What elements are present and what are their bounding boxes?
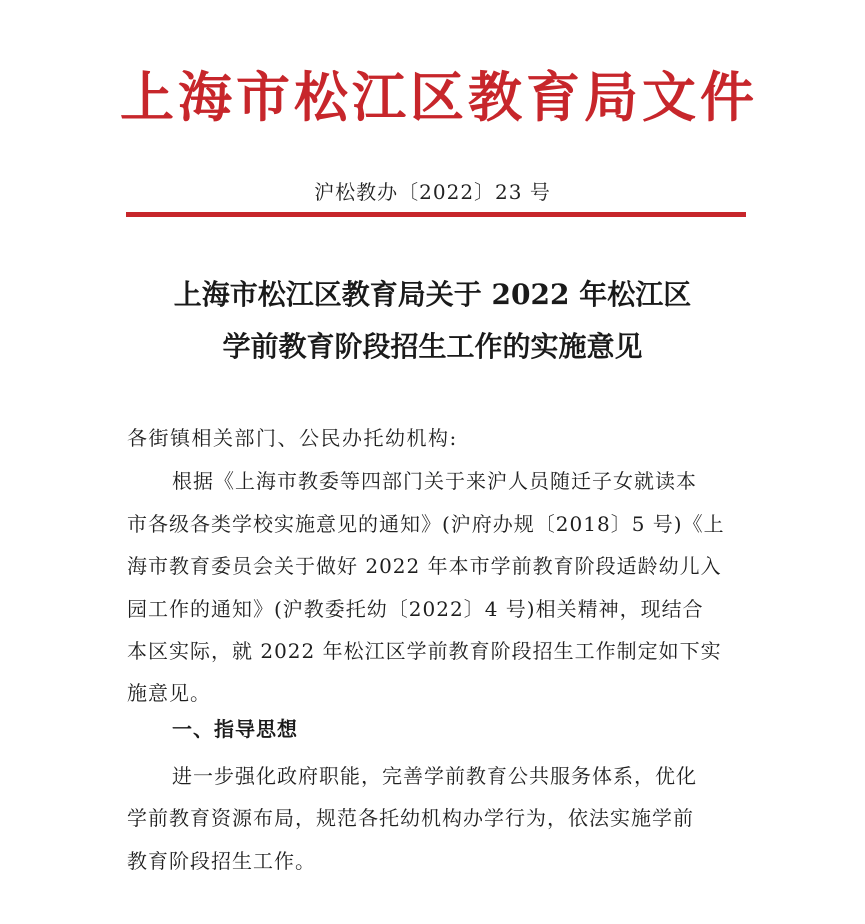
paragraph-line: 根据《上海市教委等四部门关于来沪人员随迁子女就读本 — [172, 469, 697, 493]
paragraph-line: 教育阶段招生工作。 — [127, 849, 316, 873]
paragraph-line: 进一步强化政府职能，完善学前教育公共服务体系，优化 — [172, 764, 697, 788]
paragraph-line: 本区实际，就 2022 年松江区学前教育阶段招生工作制定如下实 — [127, 639, 722, 663]
document-title-line-1: 上海市松江区教育局关于 2022 年松江区 — [173, 278, 692, 311]
salutation: 各街镇相关部门、公民办托幼机构: — [127, 426, 458, 450]
document-number: 沪松教办〔2022〕23 号 — [314, 180, 551, 204]
section-heading-guiding-principles: 一、指导思想 — [172, 717, 298, 741]
paragraph-line: 学前教育资源布局，规范各托幼机构办学行为，依法实施学前 — [127, 806, 694, 830]
paragraph-line: 施意见。 — [127, 681, 211, 705]
paragraph-line: 市各级各类学校实施意见的通知》(沪府办规〔2018〕5 号)《上 — [127, 512, 725, 536]
paragraph-line: 海市教育委员会关于做好 2022 年本市学前教育阶段适龄幼儿入 — [127, 554, 722, 578]
red-divider-line — [126, 212, 746, 217]
paragraph-line: 园工作的通知》(沪教委托幼〔2022〕4 号)相关精神，现结合 — [127, 597, 704, 621]
document-title-line-2: 学前教育阶段招生工作的实施意见 — [222, 330, 643, 363]
document-header-title: 上海市松江区教育局文件 — [120, 65, 758, 129]
